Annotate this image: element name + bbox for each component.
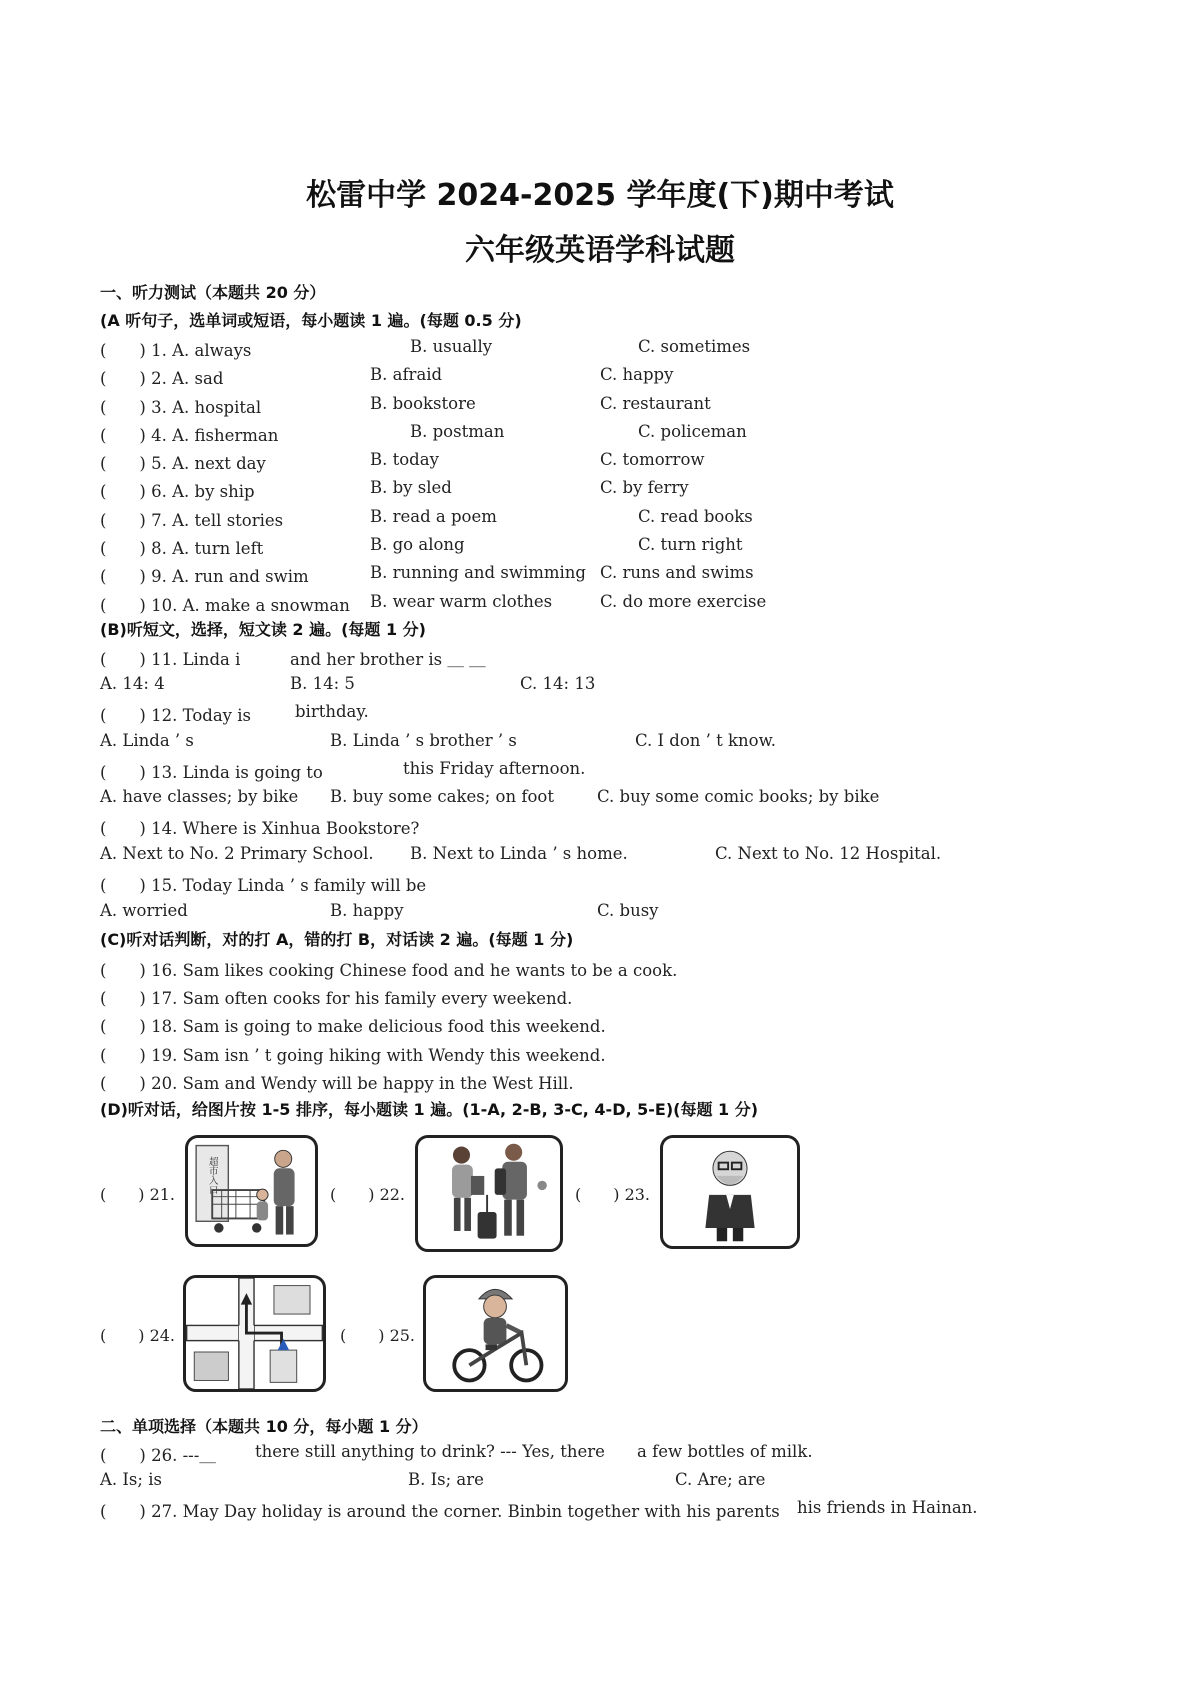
question-27: ( ) 27. May Day holiday is around the corner. Binbin together with his parents [100, 1502, 780, 1521]
q2-option-c: C. happy [600, 365, 674, 384]
picture-boy-bike [423, 1275, 568, 1392]
q11-option-c: C. 14: 13 [520, 674, 596, 693]
question-17: ( ) 17. Sam often cooks for his family every weekend. [100, 989, 573, 1008]
question-16: ( ) 16. Sam likes cooking Chinese food and he wants to be a cook. [100, 961, 678, 980]
q9-option-c: C. runs and swims [600, 563, 754, 582]
q9-option-b: B. running and swimming [370, 563, 586, 582]
question-21-label: ( ) 21. [100, 1185, 176, 1204]
q15-option-c: C. busy [597, 901, 659, 920]
picture-old-man [660, 1135, 800, 1249]
q5-option-c: C. tomorrow [600, 450, 705, 469]
question-8: ( ) 8. A. turn left [100, 539, 264, 558]
q6-option-b: B. by sled [370, 478, 452, 497]
q6-option-c: C. by ferry [600, 478, 689, 497]
section-2-heading: 二、单项选择（本题共 10 分，每小题 1 分） [100, 1417, 428, 1436]
picture-supermarket [185, 1135, 318, 1247]
question-19: ( ) 19. Sam isn ’ t going hiking with Wendy this weekend. [100, 1046, 606, 1065]
q3-option-c: C. restaurant [600, 394, 711, 413]
boy-on-bike-illustration [426, 1278, 565, 1389]
question-6: ( ) 6. A. by ship [100, 482, 255, 501]
question-12-cont: birthday. [295, 702, 369, 721]
q10-option-b: B. wear warm clothes [370, 592, 553, 611]
question-3: ( ) 3. A. hospital [100, 398, 262, 417]
q26-option-c: C. Are; are [675, 1470, 766, 1489]
q15-option-b: B. happy [330, 901, 404, 920]
q2-option-b: B. afraid [370, 365, 443, 384]
q12-option-c: C. I don ’ t know. [635, 731, 776, 750]
q14-option-c: C. Next to No. 12 Hospital. [715, 844, 942, 863]
q1-option-b: B. usually [410, 337, 493, 356]
q13-option-a: A. have classes; by bike [100, 787, 299, 806]
q4-option-b: B. postman [410, 422, 505, 441]
picture-map [183, 1275, 326, 1392]
question-24-label: ( ) 24. [100, 1326, 176, 1345]
q14-option-b: B. Next to Linda ’ s home. [410, 844, 628, 863]
q13-option-b: B. buy some cakes; on foot [330, 787, 554, 806]
question-10: ( ) 10. A. make a snowman [100, 596, 350, 615]
q12-option-b: B. Linda ’ s brother ’ s [330, 731, 517, 750]
question-2: ( ) 2. A. sad [100, 369, 224, 388]
q3-option-b: B. bookstore [370, 394, 476, 413]
question-26-end: a few bottles of milk. [637, 1442, 813, 1461]
q14-option-a: A. Next to No. 2 Primary School. [100, 844, 374, 863]
old-man-illustration [663, 1138, 797, 1246]
q8-option-c: C. turn right [638, 535, 743, 554]
q26-option-a: A. Is; is [100, 1470, 162, 1489]
q12-option-a: A. Linda ’ s [100, 731, 194, 750]
question-11: ( ) 11. Linda i [100, 650, 241, 669]
q10-option-c: C. do more exercise [600, 592, 767, 611]
question-26-cont: there still anything to drink? --- Yes, there [255, 1442, 605, 1461]
q4-option-c: C. policeman [638, 422, 747, 441]
question-18: ( ) 18. Sam is going to make delicious food this weekend. [100, 1017, 606, 1036]
picture-travelers [415, 1135, 563, 1252]
part-d-instructions: (D)听对话，给图片按 1-5 排序，每小题读 1 遍。(1-A, 2-B, 3-C, 4-D, 5-E)(每题 1 分) [100, 1100, 759, 1119]
part-b-instructions: (B)听短文，选择，短文读 2 遍。(每题 1 分) [100, 620, 426, 639]
q11-option-b: B. 14: 5 [290, 674, 355, 693]
question-20: ( ) 20. Sam and Wendy will be happy in the West Hill. [100, 1074, 574, 1093]
q15-option-a: A. worried [100, 901, 188, 920]
question-23-label: ( ) 23. [575, 1185, 651, 1204]
question-1: ( ) 1. A. always [100, 341, 252, 360]
question-7: ( ) 7. A. tell stories [100, 511, 284, 530]
svg-text:超市入口: 超市入口 [206, 1156, 218, 1195]
part-a-instructions: (A 听句子，选单词或短语，每小题读 1 遍。(每题 0.5 分) [100, 311, 522, 330]
q26-option-b: B. Is; are [408, 1470, 484, 1489]
map-route-illustration [186, 1278, 323, 1389]
q8-option-b: B. go along [370, 535, 465, 554]
question-9: ( ) 9. A. run and swim [100, 567, 309, 586]
q7-option-c: C. read books [638, 507, 753, 526]
question-22-label: ( ) 22. [330, 1185, 406, 1204]
section-1-heading: 一、听力测试（本题共 20 分） [100, 283, 326, 302]
exam-subtitle: 六年级英语学科试题 [465, 233, 735, 268]
exam-title: 松雷中学 2024-2025 学年度(下)期中考试 [306, 178, 894, 213]
question-4: ( ) 4. A. fisherman [100, 426, 279, 445]
q1-option-c: C. sometimes [638, 337, 751, 356]
q5-option-b: B. today [370, 450, 439, 469]
question-15: ( ) 15. Today Linda ’ s family will be [100, 876, 427, 895]
question-14: ( ) 14. Where is Xinhua Bookstore? [100, 819, 420, 838]
question-25-label: ( ) 25. [340, 1326, 416, 1345]
q11-option-a: A. 14: 4 [100, 674, 165, 693]
travelers-illustration [418, 1138, 560, 1249]
q13-option-c: C. buy some comic books; by bike [597, 787, 880, 806]
question-27-end: his friends in Hainan. [797, 1498, 978, 1517]
question-12: ( ) 12. Today is [100, 706, 251, 725]
part-c-instructions: (C)听对话判断，对的打 A，错的打 B，对话读 2 遍。(每题 1 分) [100, 930, 574, 949]
question-13: ( ) 13. Linda is going to [100, 763, 323, 782]
question-26: ( ) 26. ---＿ [100, 1446, 216, 1465]
q7-option-b: B. read a poem [370, 507, 497, 526]
question-13-cont: this Friday afternoon. [403, 759, 586, 778]
supermarket-cart-illustration [188, 1138, 315, 1244]
question-11-cont: and her brother is ＿ ＿ [290, 650, 486, 669]
question-5: ( ) 5. A. next day [100, 454, 266, 473]
